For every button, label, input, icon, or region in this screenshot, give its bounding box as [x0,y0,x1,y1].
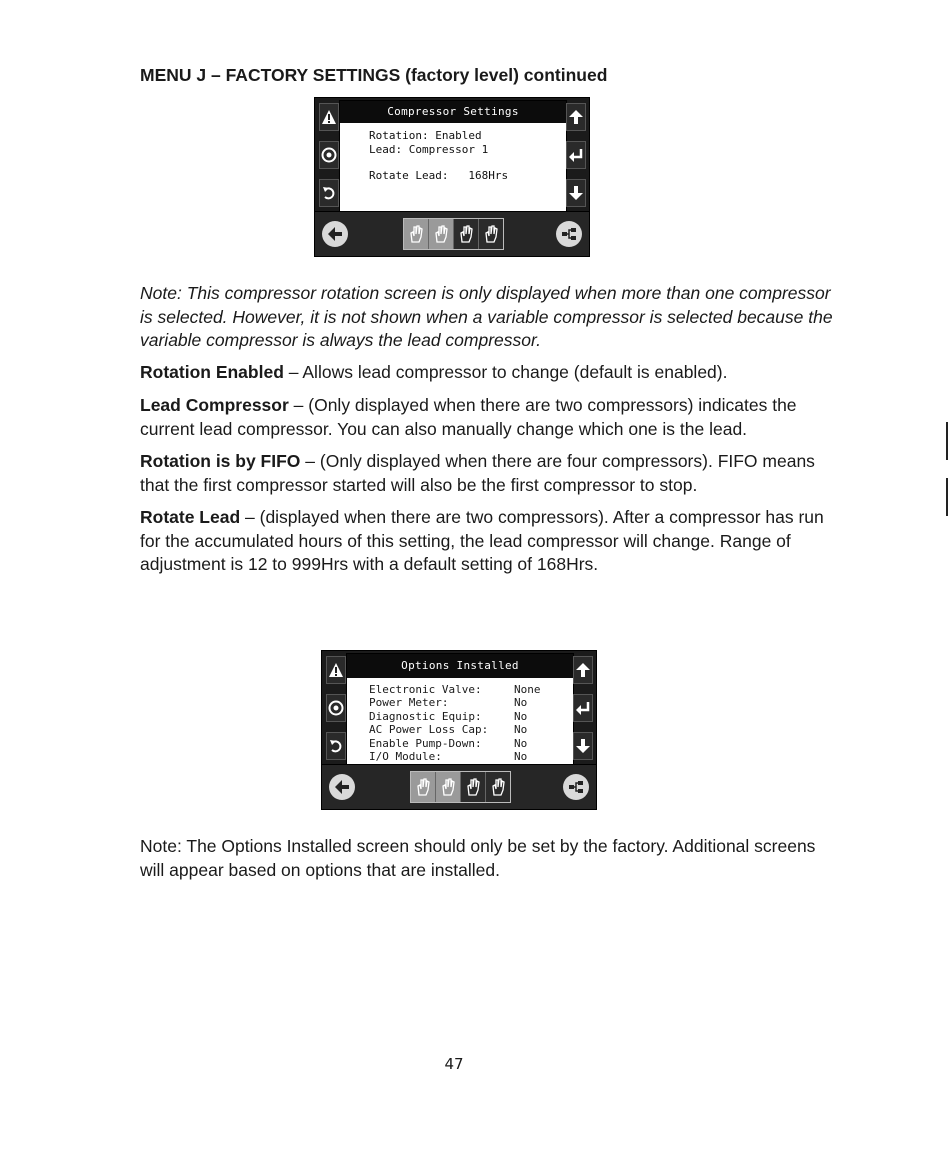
screen-title: Compressor Settings [340,101,566,123]
enter-button[interactable] [566,141,586,169]
back-button[interactable] [329,774,355,800]
hand-slot-2 [429,219,454,249]
page-heading: MENU J – FACTORY SETTINGS (factory level) continued [140,65,608,85]
hand-icon [458,224,474,244]
note-compressor-rotation: Note: This compressor rotation screen is only displayed when more than one compressor is selected. However, it is not shown when a variable compressor is selected because the variable compressor is always the lead compressor. [140,283,833,350]
hand-icon [465,777,481,797]
panel-bottom-bar [315,211,589,256]
option-value: None [514,683,541,696]
undo-icon [321,185,337,201]
option-value: No [514,723,528,737]
hand-icon [415,777,431,797]
warning-icon [321,109,337,125]
option-row [369,710,573,723]
definition-lead-compressor [140,394,840,441]
definition-text: – Allows lead compressor to change (default is enabled). [283,362,728,382]
option-row [369,696,573,709]
definition-text: – (Only displayed when there are four compressors). FIFO means that the first compressor started will also be the first compressor to stop. [140,451,815,495]
warning-button[interactable] [319,103,339,131]
hand-icon [483,224,499,244]
arrow-down-icon [568,185,584,201]
option-label: Electronic Valve: [369,683,482,696]
select-button[interactable] [326,694,346,722]
definition-rotate-lead [140,506,840,577]
up-button[interactable] [573,656,593,684]
hand-icon [440,777,456,797]
hand-slot-2 [436,772,461,802]
compressor-settings-screen [339,100,567,212]
enter-icon [575,700,591,716]
option-label: Enable Pump-Down: [369,736,482,750]
hand-icon [433,224,449,244]
enter-button[interactable] [573,694,593,722]
definition-term: Rotate Lead [140,507,241,527]
page-number: 47 [444,1055,464,1073]
definition-rotation-fifo [140,450,840,497]
definition-term: Lead Compressor [140,395,289,415]
note-options-installed: Note: The Options Installed screen should only be set by the factory. Additional screens will appear based on options that are installed. [140,836,816,880]
option-value: No [514,709,528,723]
back-button[interactable] [322,221,348,247]
option-label: Diagnostic Equip: [369,709,482,723]
arrow-left-icon [334,779,350,795]
network-icon [568,779,584,795]
option-value: No [514,750,528,764]
arrow-left-icon [327,226,343,242]
definition-rotation-enabled [140,361,840,385]
hand-icon [490,777,506,797]
hand-slot-3 [454,219,479,249]
option-label: AC Power Loss Cap: [369,723,489,737]
change-bar [946,422,948,460]
undo-icon [328,738,344,754]
circle-target-icon [328,700,344,716]
option-value: No [514,696,528,710]
undo-button[interactable] [319,179,339,207]
down-button[interactable] [566,179,586,207]
panel-bottom-bar [322,764,596,809]
arrow-up-icon [568,109,584,125]
blank-line [369,156,566,169]
arrow-up-icon [575,662,591,678]
option-row [369,750,573,763]
compressor-settings-panel [314,97,590,257]
hand-slot-1 [404,219,429,249]
hand-slot-3 [461,772,486,802]
down-button[interactable] [573,732,593,760]
definition-text: – (displayed when there are two compressors). After a compressor has run for the accumulated hours of this setting, the lead compressor will change. Range of adjustment is 12 to 999Hrs with a default setting of 168Hrs. [140,507,824,574]
option-row [369,683,573,696]
hand-icon [408,224,424,244]
access-level-indicator [410,771,511,803]
definition-term: Rotation is by FIFO [140,451,301,471]
network-button[interactable] [556,221,582,247]
option-label: I/O Module: [369,750,442,764]
change-bar [946,478,948,516]
options-installed-screen [346,653,574,765]
hand-slot-4 [486,772,510,802]
definition-term: Rotation Enabled [140,362,284,382]
network-button[interactable] [563,774,589,800]
option-row [369,737,573,750]
option-row [369,723,573,736]
network-icon [561,226,577,242]
option-value: No [514,736,528,750]
hand-slot-1 [411,772,436,802]
access-level-indicator [403,218,504,250]
undo-button[interactable] [326,732,346,760]
arrow-down-icon [575,738,591,754]
warning-button[interactable] [326,656,346,684]
screen-title: Options Installed [347,654,573,678]
options-installed-panel [321,650,597,810]
lead-line: Lead: Compressor 1 [369,142,489,156]
definition-text: – (Only displayed when there are two compressors) indicates the current lead compressor. You can also manually change which one is the lead. [140,395,797,439]
enter-icon [568,147,584,163]
warning-icon [328,662,344,678]
option-label: Power Meter: [369,696,449,710]
circle-target-icon [321,147,337,163]
up-button[interactable] [566,103,586,131]
rotate-lead-line: Rotate Lead: 168Hrs [369,169,509,182]
rotation-line: Rotation: Enabled [369,129,482,142]
select-button[interactable] [319,141,339,169]
hand-slot-4 [479,219,503,249]
